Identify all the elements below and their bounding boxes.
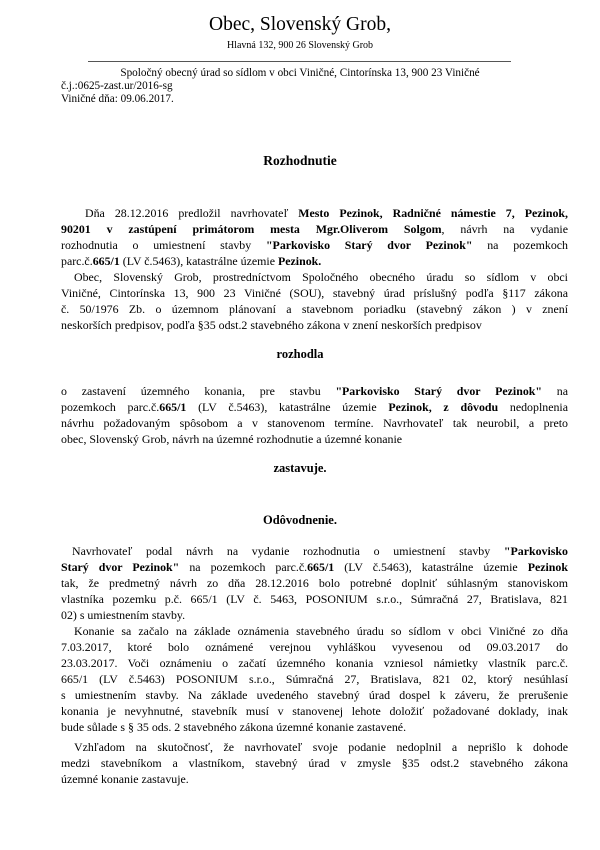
paragraph-reasoning-2 <box>61 623 568 735</box>
text-line: 665/1 (LV č.5463) POSONIUM s.r.o., Súmračná 27, Bratislava, 821 02, ktorý nesúhlasí <box>61 672 568 686</box>
paragraph-reasoning-1 <box>61 543 568 623</box>
text-line: bude sůlade s § 35 ods. 2 stavebného zákona územné konanie zastavené. <box>61 720 407 734</box>
document-date: Viničné dňa: 09.06.2017. <box>61 93 174 105</box>
text-line: vlastníka pozemku p.č. 665/1 (LV č. 5463, POSONIUM s.r.o., Súmračná 27, Bratislava, 821 <box>61 592 568 606</box>
text-line: Dňa 28.12.2016 predložil navrhovateľ Mesto Pezinok, Radničné námestie 7, Pezinok, <box>85 206 568 220</box>
text-line: č. 50/1976 Zb. o územnom plánovaní a stavebnom poriadku (stavebný zákon ) v znení <box>61 302 568 316</box>
reference-number: č.j.:0625-zast.ur/2016-sg <box>61 80 173 92</box>
document-title: Rozhodnutie <box>263 153 337 168</box>
paragraph-submission <box>61 205 568 269</box>
text-line: 7.03.2017, ktoré bolo oznámené verejnou vyhláškou vyvesenou od 09.03.2017 do <box>61 640 568 654</box>
text-line: neskorších predpisov, podľa §35 odst.2 stavebného zákona v znení neskorších predpisov <box>61 318 482 332</box>
text-line: s umiestnením stavby. Na základe uvedeného stavebný úrad dospel k záveru, že prerušenie <box>61 688 568 702</box>
header-divider <box>88 61 511 62</box>
text-line: Starý dvor Pezinok" na pozemkoch parc.č.665/1 (LV č.5463), katastrálne územie Pezinok <box>61 560 568 574</box>
text-line: parc.č.665/1 (LV č.5463), katastrálne územie Pezinok. <box>61 254 322 268</box>
paragraph-authority <box>61 269 568 333</box>
decided-heading: rozhodla <box>276 347 324 361</box>
text-line: návrhu požadovaným spôsobom a v stanovenom termíne. Navrhovateľ tak neurobil, a preto <box>61 416 568 430</box>
text-line: Obec, Slovenský Grob, prostredníctvom Spoločného obecného úradu so sídlom v obci <box>74 270 568 284</box>
text-line: konania je nevyhnutné, stavebník musí v stanovenej lehote doložiť požadované doklady, inak <box>61 704 568 718</box>
text-line: medzi stavebníkom a vlastníkom, stavebný úrad v zmysle §35 odst.2 stavebného zákona <box>61 756 568 770</box>
municipality-title: Obec, Slovenský Grob, <box>209 14 391 35</box>
text-line: pozemkoch parc.č.665/1 (LV č.5463), katastrálne územie Pezinok, z dôvodu nedoplnenia <box>61 400 569 414</box>
text-line: tak, že predmetný návrh zo dňa 28.12.2016 bolo potrebné doplniť súhlasným stanoviskom <box>61 576 568 590</box>
stops-heading: zastavuje. <box>273 461 327 475</box>
text-line: 02) s umiestnením stavby. <box>61 608 186 622</box>
text-line: 23.03.2017. Voči oznámeniu o začatí územného konania vzniesol námietky vlastník parc.č. <box>61 656 568 670</box>
office-line: Spoločný obecný úrad so sídlom v obci Viničné, Cintorínska 13, 900 23 Viničné <box>120 67 480 79</box>
municipality-address: Hlavná 132, 900 26 Slovenský Grob <box>226 40 374 51</box>
paragraph-conclusion <box>61 739 568 787</box>
text-line: 90201 v zastúpení primátorom mesta Mgr.Oliverom Solgom, návrh na vydanie <box>61 222 568 236</box>
reasoning-heading: Odôvodnenie. <box>263 513 337 527</box>
text-line: o zastavení územného konania, pre stavbu "Parkovisko Starý dvor Pezinok" na <box>61 384 568 398</box>
text-line: Konanie sa začalo na základe oznámenia stavebného úradu so sídlom v obci Viničné zo dňa <box>74 624 568 638</box>
text-line: Viničné, Cintorínska 13, 900 23 Viničné (SOU), stavebný úrad príslušný podľa §117 zákona <box>61 286 568 300</box>
text-line: rozhodnutia o umiestnení stavby "Parkovisko Starý dvor Pezinok" na pozemkoch <box>61 238 569 252</box>
text-line: Navrhovateľ podal návrh na vydanie rozhodnutia o umiestnení stavby "Parkovisko <box>72 544 568 558</box>
paragraph-decision <box>61 383 568 447</box>
text-line: územné konanie zastavuje. <box>61 772 189 786</box>
text-line: obec, Slovenský Grob, návrh na územné rozhodnutie a územné konanie <box>61 432 403 446</box>
text-line: Vzhľadom na skutočnosť, že navrhovateľ svoje podanie nedoplnil a neprišlo k dohode <box>74 740 568 754</box>
